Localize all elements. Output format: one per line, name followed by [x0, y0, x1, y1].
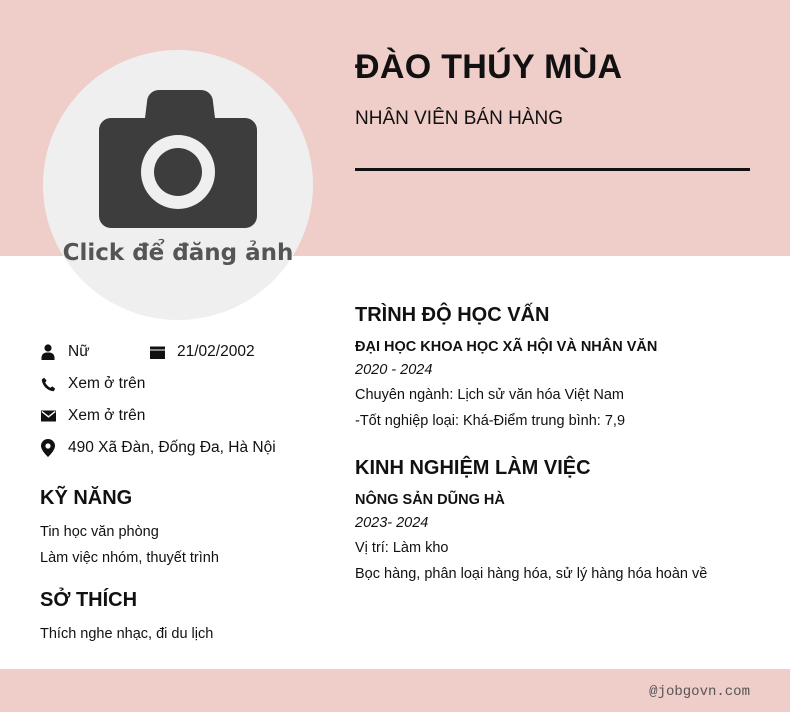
- job-title: NHÂN VIÊN BÁN HÀNG: [355, 108, 563, 129]
- birthdate-value: 21/02/2002: [177, 343, 255, 360]
- phone-row: [40, 375, 145, 393]
- email-value: Xem ở trên: [68, 407, 146, 424]
- experience-title: KINH NGHIỆM LÀM VIỆC: [355, 457, 591, 479]
- candidate-name: ĐÀO THÚY MÙA: [355, 48, 623, 86]
- birthdate-row: [149, 343, 255, 361]
- experience-detail: Bọc hàng, phân loại hàng hóa, sử lý hàng hóa hoàn về: [355, 566, 708, 582]
- location-pin-icon: [40, 440, 56, 456]
- school-name: ĐẠI HỌC KHOA HỌC XÃ HỘI VÀ NHÂN VĂN: [355, 339, 658, 355]
- education-detail: Chuyên ngành: Lịch sử văn hóa Việt Nam: [355, 387, 624, 403]
- title-divider: [355, 168, 750, 171]
- camera-icon: [97, 88, 259, 230]
- education-title: TRÌNH ĐỘ HỌC VẤN: [355, 304, 550, 326]
- experience-detail: Vị trí: Làm kho: [355, 540, 449, 556]
- address-value: 490 Xã Đàn, Đống Đa, Hà Nội: [68, 439, 276, 456]
- hobbies-title: SỞ THÍCH: [40, 589, 138, 611]
- education-detail: -Tốt nghiệp loại: Khá-Điểm trung bình: 7,9: [355, 413, 626, 429]
- gender-value: Nữ: [68, 343, 90, 360]
- company-name: NÔNG SẢN DŨNG HÀ: [355, 492, 505, 508]
- person-icon: [40, 344, 56, 360]
- skills-title: KỸ NĂNG: [40, 487, 133, 509]
- gender-row: [40, 343, 90, 361]
- avatar-upload[interactable]: [43, 50, 313, 320]
- phone-icon: [40, 376, 56, 392]
- avatar-caption: Click để đăng ảnh: [62, 240, 294, 266]
- watermark: @jobgovn.com: [649, 684, 750, 700]
- skill-item: Làm việc nhóm, thuyết trình: [40, 550, 219, 566]
- education-period: 2020 - 2024: [355, 362, 433, 378]
- envelope-icon: [40, 408, 56, 424]
- address-row: [40, 439, 276, 457]
- calendar-icon: [149, 344, 165, 360]
- phone-value: Xem ở trên: [68, 375, 146, 392]
- hobby-item: Thích nghe nhạc, đi du lịch: [40, 626, 214, 642]
- email-row: [40, 407, 145, 425]
- experience-period: 2023- 2024: [355, 515, 429, 531]
- skill-item: Tin học văn phòng: [40, 524, 159, 540]
